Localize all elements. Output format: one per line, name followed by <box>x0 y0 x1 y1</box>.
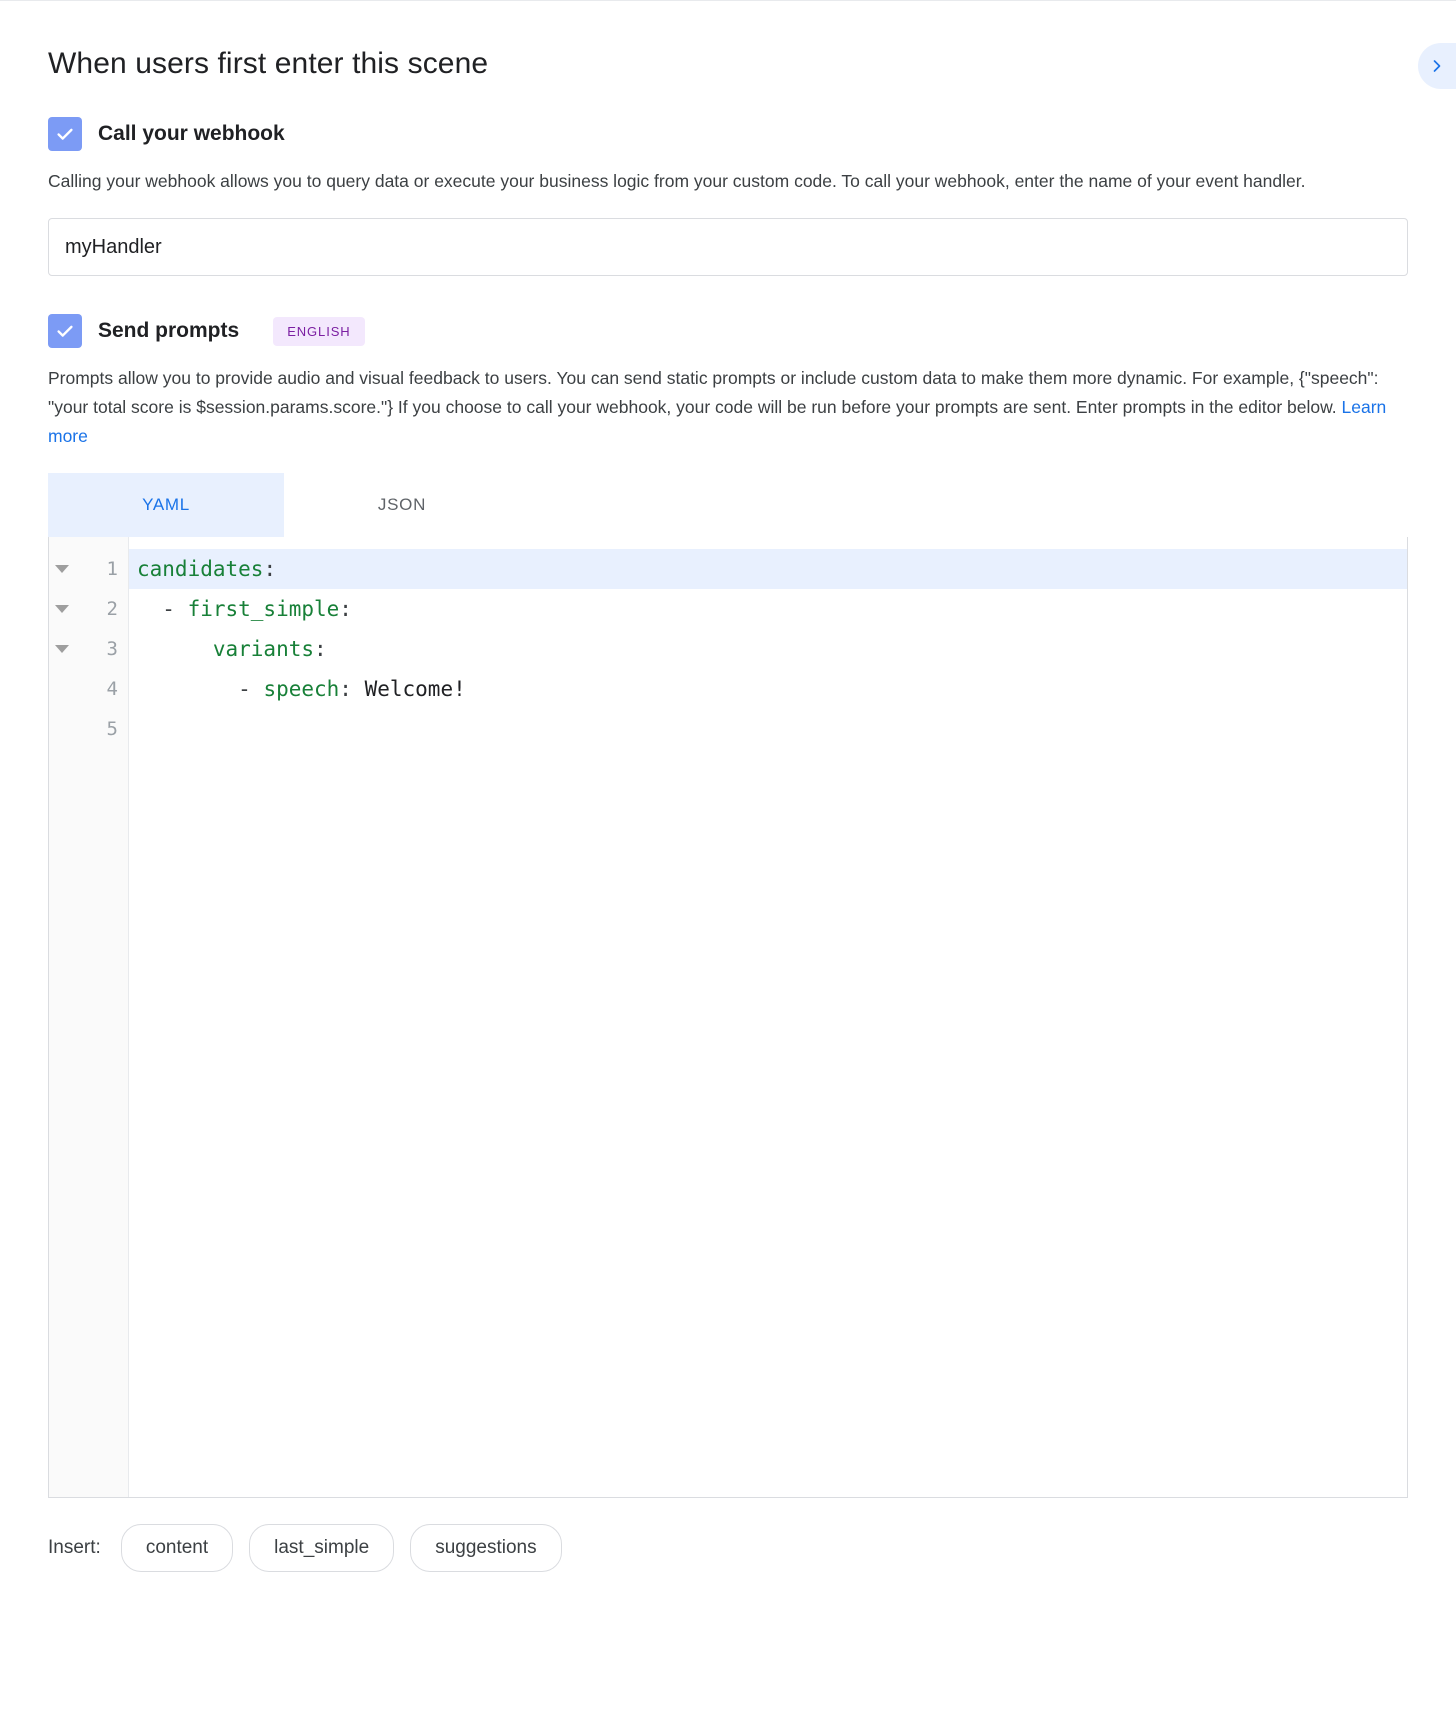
format-tabs <box>48 473 1408 537</box>
gutter-line[interactable] <box>49 629 128 669</box>
gutter-line[interactable] <box>49 549 128 589</box>
code-line[interactable]: variants : <box>212 637 327 661</box>
gutter-line[interactable] <box>49 709 128 749</box>
code-line[interactable]: - speech : Welcome! <box>137 677 466 701</box>
tab-json[interactable]: JSON <box>377 495 427 514</box>
expand-drawer-button[interactable] <box>1418 43 1456 89</box>
page-title: When users first enter this scene <box>48 47 489 80</box>
prompt-code-editor[interactable] <box>48 537 1408 1498</box>
event-handler-input[interactable] <box>48 218 1408 276</box>
language-badge: ENGLISH <box>273 317 364 346</box>
call-webhook-checkbox[interactable] <box>48 117 82 151</box>
insert-label: Insert: <box>48 1537 101 1558</box>
insert-chip-suggestions[interactable]: suggestions <box>410 1524 561 1572</box>
line-number: 1 <box>106 558 118 580</box>
check-icon <box>54 123 76 145</box>
send-prompts-description-text: Prompts allow you to provide audio and visual feedback to users. You can send static prompts or include custom data to make them more dynamic. For example, {"speech": "your total score is $session.params.score."} If you choose to call your webhook, your code will be run before your prompts are sent. Enter prompts in the editor below. <box>48 368 1379 417</box>
line-number: 4 <box>106 678 118 700</box>
panel-content <box>0 1 1456 1602</box>
call-webhook-row[interactable] <box>48 117 1408 151</box>
call-webhook-description: Calling your webhook allows you to query data or execute your business logic from your custom code. To call your webhook, enter the name of your event handler. <box>48 171 1306 191</box>
fold-toggle-icon[interactable] <box>55 645 69 653</box>
line-number: 2 <box>106 598 118 620</box>
learn-more-link[interactable]: Learn more <box>48 397 1387 446</box>
code-line[interactable] <box>129 709 1407 749</box>
editor-gutter <box>49 537 129 1497</box>
send-prompts-row[interactable] <box>48 314 1408 348</box>
gutter-line[interactable] <box>49 669 128 709</box>
tab-yaml[interactable]: YAML <box>48 473 284 537</box>
fold-toggle-icon[interactable] <box>55 565 69 573</box>
line-number: 3 <box>106 638 118 660</box>
send-prompts-description <box>48 364 1393 451</box>
fold-toggle-icon[interactable] <box>55 605 69 613</box>
check-icon <box>54 320 76 342</box>
send-prompts-checkbox[interactable] <box>48 314 82 348</box>
send-prompts-label: Send prompts <box>98 319 240 342</box>
insert-chip-last-simple[interactable]: last_simple <box>249 1524 394 1572</box>
insert-chip-content[interactable]: content <box>121 1524 233 1572</box>
chevron-right-icon <box>1427 56 1447 76</box>
line-number: 5 <box>106 718 118 740</box>
editor-code-area[interactable] <box>129 537 1407 1497</box>
code-line[interactable]: - first_simple : <box>137 597 352 621</box>
insert-chips-row <box>48 1524 1408 1602</box>
code-line[interactable]: candidates : <box>129 549 1407 589</box>
gutter-line[interactable] <box>49 589 128 629</box>
call-webhook-label: Call your webhook <box>98 122 285 145</box>
